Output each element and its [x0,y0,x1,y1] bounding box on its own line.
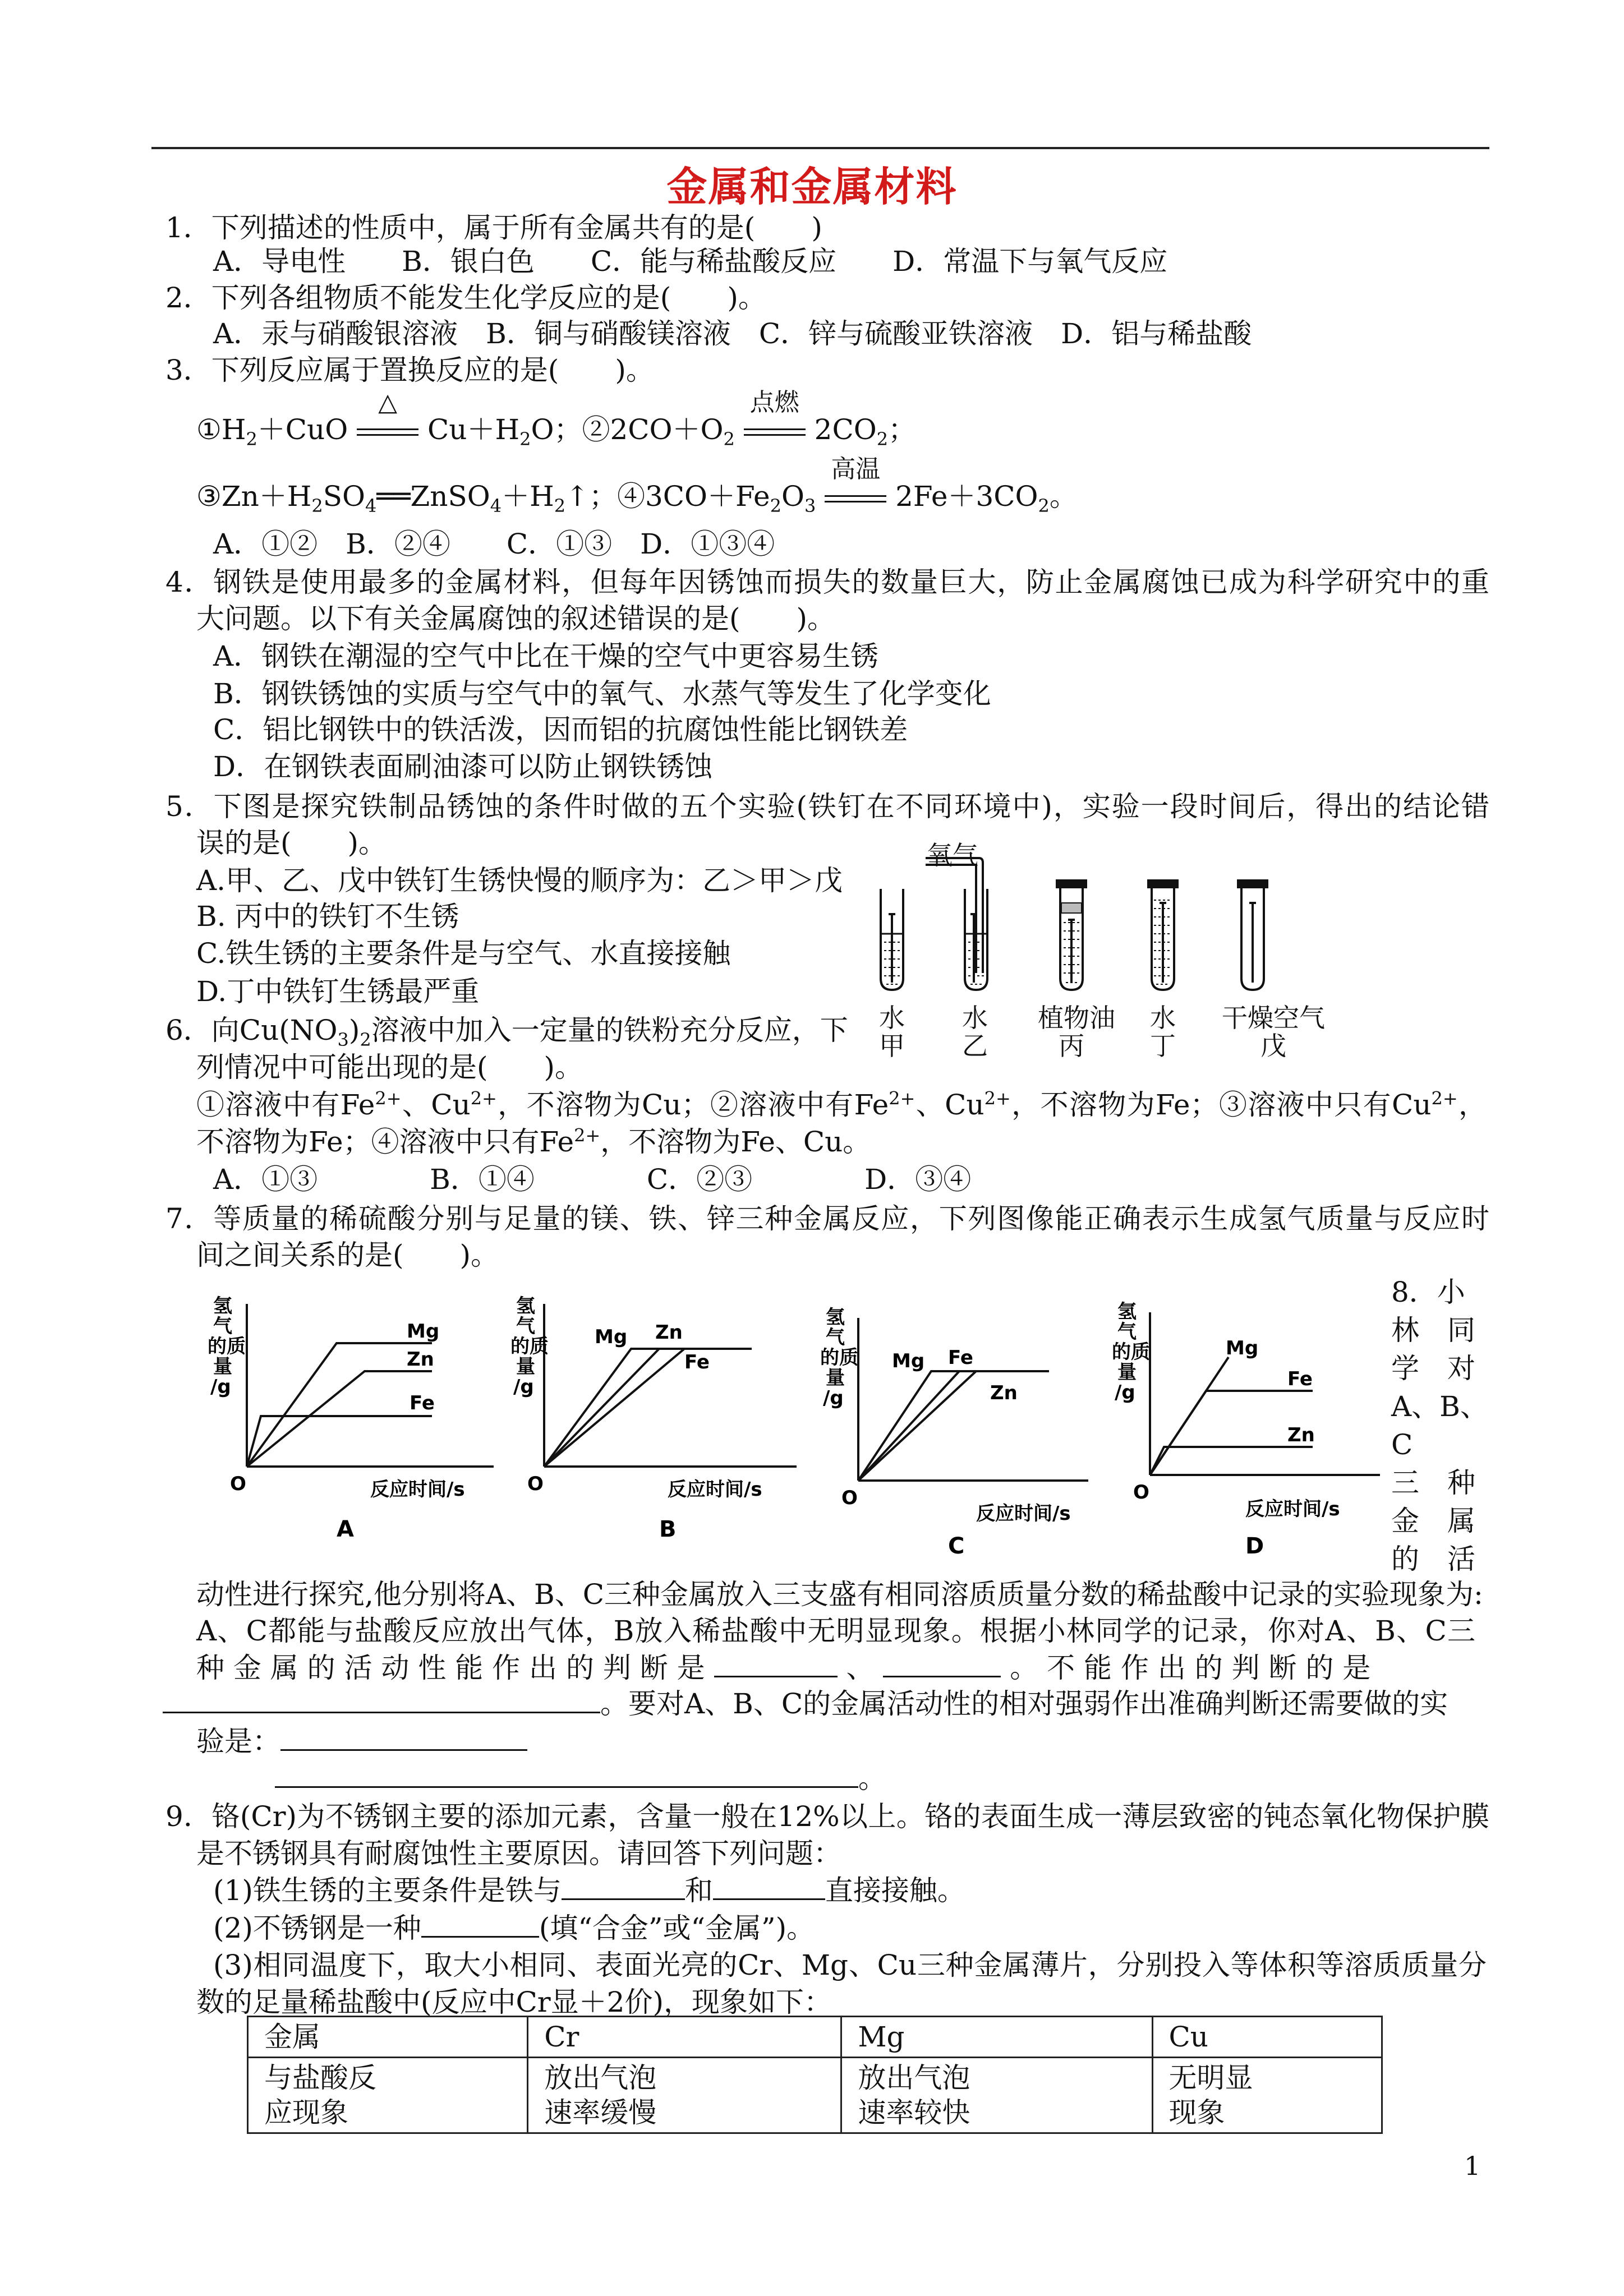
graph-d [1099,1301,1425,1559]
q8-side-column: 8．小 林 同 学 对 A、B、 C 三 种 金 属 的 活 [1391,1276,1488,1575]
q8-blank-5[interactable] [275,1786,858,1788]
tube-jia [881,889,903,990]
q4-option-c: C．铝比钢铁中的铁活泼，因而铝的抗腐蚀性能比钢铁差 [213,713,908,746]
graph-c-label-zn: Zn [990,1382,1018,1404]
graph-b-origin: O [527,1473,544,1495]
table-row [248,2058,1382,2133]
graph-c-plot [808,1301,1133,1559]
q5-option-d: D.丁中铁钉生锈最严重 [196,975,480,1008]
q7-stem-line-1: 7．等质量的稀硫酸分别与足量的镁、铁、锌三种金属反应，下列图像能正确表示生成氢气质量与反应时 [165,1202,1489,1235]
metal-reaction-table [247,2016,1383,2134]
graph-c-xlabel: 反应时间/s [976,1502,1071,1525]
graph-c-name: C [948,1533,965,1559]
q6-stem-line-2: 列情况中可能出现的是( )。 [196,1051,583,1084]
graph-d-label-zn: Zn [1287,1424,1315,1446]
q4-stem-line-1: 4．钢铁是使用最多的金属材料，但每年因锈蚀而损失的数量巨大，防止金属腐蚀已成为科学研究中的重 [165,566,1489,598]
graph-d-xlabel: 反应时间/s [1245,1498,1340,1520]
header-rule [151,147,1489,149]
table-header-cell: 金属 [248,2017,528,2058]
q3-equation-line-1: $①H_2+CuO$ △ $Cu+H_2O$；$②2CO+O_2$ 点燃 $2CO_2$； [196,388,917,450]
q8-blank-2[interactable] [883,1676,1001,1677]
graph-c [808,1301,1133,1559]
q5-stem-line-2: 误的是( )。 [196,827,387,859]
table-cell: 与盐酸反 应现象 [248,2058,528,2133]
graph-b-label-fe: Fe [684,1351,710,1373]
q5-option-c: C.铁生锈的主要条件是与空气、水直接接触 [196,937,731,970]
graph-c-label-fe: Fe [948,1347,973,1369]
q8-line-5: 验是： [196,1723,527,1760]
q8-line-3: 种 金 属 的 活 动 性 能 作 出 的 判 断 是 、 。 不 能 作 出 的 判 断 的 是 [196,1652,1371,1684]
table-header-cell: Cu [1152,2017,1382,2058]
q7-stem-line-2: 间之间关系的是( )。 [196,1239,499,1271]
q6-statement-line-1: ①溶液中有$Fe^{2+}$、$Cu^{2+}$，不溶物为Cu；②溶液中有$Fe^{2+}$、$Cu^{2+}$，不溶物为Fe；③溶液中只有$Cu^{2+}$， [196,1087,1487,1121]
tube-bing-label: 植物油 丙 [1038,1003,1115,1061]
graph-a-xlabel: 反应时间/s [370,1478,465,1501]
q9-stem-line-2: 是不锈钢具有耐腐蚀性主要原因。请回答下列问题： [196,1837,841,1870]
tube-jia-label: 水 甲 [879,1003,905,1061]
q2-options: A．汞与硝酸银溶液 B．铜与硝酸镁溶液 C．锌与硫酸亚铁溶液 D．铝与稀盐酸 [213,317,1252,350]
table-cell: 放出气泡 速率缓慢 [528,2058,841,2133]
graph-a-label-zn: Zn [407,1348,434,1371]
graph-a-label-mg: Mg [407,1320,440,1343]
q9-blank-1[interactable] [562,1898,685,1900]
graph-c-ylabel: 氢气的质量/g [820,1306,858,1409]
graph-c-origin: O [841,1487,858,1509]
q5-option-b: B. 丙中的铁钉不生锈 [196,900,459,933]
reaction-condition-ignite: 点燃 [744,411,806,448]
graph-b-label-zn: Zn [655,1321,683,1344]
q1-options: A．导电性 B．银白色 C．能与稀盐酸反应 D．常温下与氧气反应 [213,245,1168,278]
q9-stem-line-1: 9．铬(Cr)为不锈钢主要的添加元素，含量一般在12%以上。铬的表面生成一薄层致密的钝态氧化物保护膜 [165,1800,1489,1833]
tube-yi-label: 水 乙 [962,1003,988,1061]
graph-b-plot [505,1281,830,1542]
q9-part-2: (2)不锈钢是一种 (填“合金”或“金属”)。 [213,1912,815,1944]
q1-stem: 1．下列描述的性质中，属于所有金属共有的是( ) [165,211,822,244]
page-title: 金属和金属材料 [666,163,958,210]
graph-b-xlabel: 反应时间/s [668,1478,762,1501]
graph-b-label-mg: Mg [595,1326,628,1348]
q9-blank-2[interactable] [713,1898,825,1900]
reaction-condition-heat: △ [357,411,418,448]
q8-line-1: 动性进行探究,他分别将A、B、C三种金属放入三支盛有相同溶质质量分数的稀盐酸中记录的实验现象为: [196,1578,1483,1611]
graph-b-ylabel: 氢气的质量/g [510,1295,549,1398]
graph-b [505,1281,830,1542]
q5-stem-line-1: 5．下图是探究铁制品锈蚀的条件时做的五个实验(铁钉在不同环境中)，实验一段时间后，得出的结论错 [165,790,1489,823]
q8-blank-1[interactable] [714,1676,838,1677]
graph-d-name: D [1245,1533,1264,1559]
table-cell: 放出气泡 速率较快 [841,2058,1152,2133]
graph-a-origin: O [230,1473,246,1495]
graph-d-origin: O [1133,1481,1149,1504]
q8-line-6: 。 [275,1760,886,1797]
reaction-condition-high-temp: 高温 [825,478,886,515]
q9-part-3-line-1: (3)相同温度下，取大小相同、表面光亮的Cr、Mg、Cu三种金属薄片，分别投入等体积等溶质质量分 [213,1949,1487,1981]
tube-ding-label: 水 丁 [1150,1003,1176,1061]
q6-options: A．①③ B．①④ C．②③ D．③④ [213,1163,972,1196]
graph-a-label-fe: Fe [410,1392,435,1414]
tube-bing [1056,879,1087,990]
tube-yi [926,858,987,990]
graph-d-label-fe: Fe [1287,1368,1313,1390]
graph-c-label-mg: Mg [892,1350,925,1372]
q4-option-a: A．钢铁在潮湿的空气中比在干燥的空气中更容易生锈 [213,640,879,672]
q2-stem: 2．下列各组物质不能发生化学反应的是( )。 [165,282,766,314]
graph-d-label-mg: Mg [1226,1337,1259,1359]
q9-blank-3[interactable] [421,1936,539,1938]
graph-a [196,1281,522,1542]
tube-wu-label: 干燥空气 戊 [1222,1003,1325,1061]
q3-equation-line-2: $③Zn+H_2SO_4══ZnSO_4+H_2↑$；$④3CO+Fe_2O_3$ 高温 $2Fe+3CO_2$。 [196,455,1078,517]
q6-statement-line-2: 不溶物为Fe；④溶液中只有$Fe^{2+}$，不溶物为Fe、Cu。 [196,1124,871,1158]
tube-wu [1237,879,1268,990]
graph-a-name: A [337,1516,354,1542]
q8-line-4: 。要对A、B、C的金属活动性的相对强弱作出准确判断还需要做的实 [163,1685,1448,1722]
tube-ding [1147,879,1179,990]
page-number: 1 [1464,2151,1481,2181]
q3-stem: 3．下列反应属于置换反应的是( )。 [165,354,654,386]
q8-blank-3[interactable] [163,1712,600,1713]
table-header-cell: Cr [528,2017,841,2058]
q3-options: A．①② B．②④ C．①③ D．①③④ [213,528,775,560]
q8-blank-4[interactable] [280,1749,527,1751]
q8-line-2: A、C都能与盐酸反应放出气体，B放入稀盐酸中无明显现象。根据小林同学的记录，你对A、B、C三 [196,1615,1475,1647]
oxygen-label: 氧气 [927,840,978,870]
graph-b-name: B [659,1516,677,1542]
q5-option-a: A.甲、乙、戊中铁钉生锈快慢的顺序为：乙＞甲＞戊 [196,864,843,897]
q6-stem-line-1: 6．向$Cu(NO_3)_2$溶液中加入一定量的铁粉充分反应，下 [165,1014,848,1050]
q4-option-d: D．在钢铁表面刷油漆可以防止钢铁锈蚀 [213,750,713,783]
q9-part-3-line-2: 数的足量稀盐酸中(反应中Cr显＋2价)，现象如下： [196,1986,832,2018]
graph-d-ylabel: 氢气的质量/g [1112,1301,1150,1404]
q4-option-b: B．钢铁锈蚀的实质与空气中的氧气、水蒸气等发生了化学变化 [213,677,991,710]
table-header-cell: Mg [841,2017,1152,2058]
graph-d-plot [1099,1301,1425,1559]
q4-stem-line-2: 大问题。以下有关金属腐蚀的叙述错误的是( )。 [196,602,836,635]
q9-part-1: (1)铁生锈的主要条件是铁与 和 直接接触。 [213,1874,965,1907]
table-cell: 无明显 现象 [1152,2058,1382,2133]
graph-a-ylabel: 氢气的质量/g [208,1295,246,1398]
graph-a-plot [196,1281,522,1542]
table-header-row [248,2017,1382,2058]
